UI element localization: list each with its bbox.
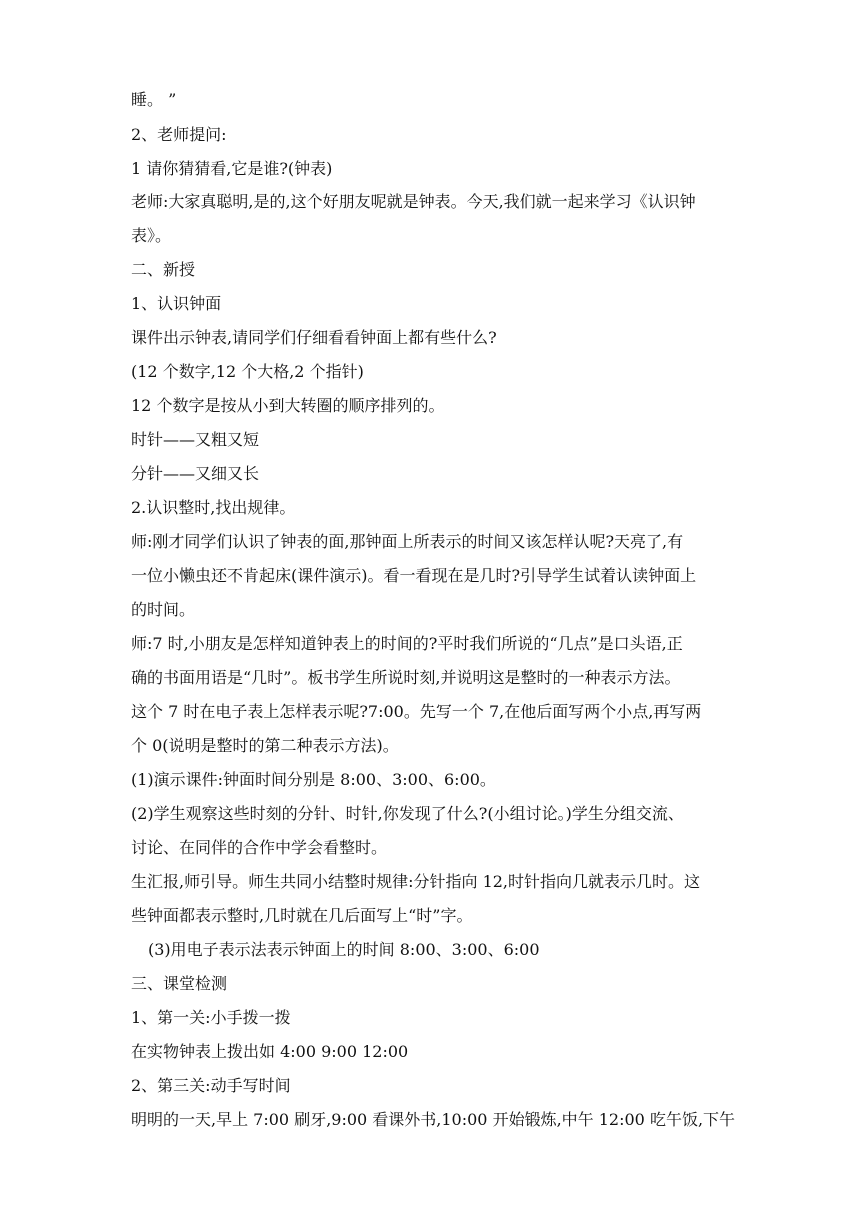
text-line: 明明的一天,早上 7:00 刷牙,9:00 看课外书,10:00 开始锻炼,中午 12:00 吃午饭,下午 — [131, 1110, 736, 1129]
text-line: (1)演示课件:钟面时间分别是 8:00、3:00、6:00。 — [131, 770, 496, 789]
text-line: (3)用电子表示法表示钟面上的时间 8:00、3:00、6:00 — [148, 940, 540, 959]
text-line: 些钟面都表示整时,几时就在几后面写上“时”字。 — [131, 906, 473, 925]
text-line: 老师:大家真聪明,是的,这个好朋友呢就是钟表。今天,我们就一起来学习《认识钟 — [131, 192, 696, 211]
text-line: 讨论、在同伴的合作中学会看整时。 — [131, 838, 388, 857]
text-line: 睡。 ” — [131, 90, 177, 109]
section-heading: 三、课堂检测 — [131, 974, 228, 993]
text-line: (2)学生观察这些时刻的分针、时针,你发现了什么?(小组讨论。)学生分组交流、 — [131, 804, 684, 823]
text-line: 12 个数字是按从小到大转圈的顺序排列的。 — [131, 396, 445, 415]
text-line: 1、认识钟面 — [131, 294, 222, 313]
text-line: 表》。 — [131, 226, 172, 245]
text-line: 2、第三关:动手写时间 — [131, 1076, 291, 1095]
text-line: 1 请你猜猜看,它是谁?(钟表) — [131, 159, 333, 178]
text-line: 时针——又粗又短 — [131, 430, 260, 449]
text-line: 师:刚才同学们认识了钟表的面,那钟面上所表示的时间又该怎样认呢?天亮了,有 — [131, 532, 684, 551]
text-line: 一位小懒虫还不肯起床(课件演示)。看一看现在是几时?引导学生试着认读钟面上 — [131, 566, 697, 585]
text-line: 2.认识整时,找出规律。 — [131, 498, 296, 517]
text-line: 分针——又细又长 — [131, 464, 260, 483]
text-line: 的时间。 — [131, 600, 196, 619]
text-line: 生汇报,师引导。师生共同小结整时规律:分针指向 12,时针指向几就表示几时。这 — [131, 872, 701, 891]
text-line: 师:7 时,小朋友是怎样知道钟表上的时间的?平时我们所说的“几点”是口头语,正 — [131, 634, 683, 653]
section-heading: 二、新授 — [131, 260, 196, 279]
text-line: 1、第一关:小手拨一拨 — [131, 1008, 291, 1027]
text-line: 在实物钟表上拨出如 4:00 9:00 12:00 — [131, 1042, 409, 1061]
text-line: 2、老师提问: — [131, 125, 227, 144]
text-line: 这个 7 时在电子表上怎样表示呢?7:00。先写一个 7,在他后面写两个小点,再写两 — [131, 702, 702, 721]
text-line: 确的书面用语是“几时”。板书学生所说时刻,并说明这是整时的一种表示方法。 — [131, 668, 681, 687]
text-line: (12 个数字,12 个大格,2 个指针) — [131, 362, 364, 381]
text-line: 课件出示钟表,请同学们仔细看看钟面上都有些什么? — [131, 328, 497, 347]
text-line: 个 0(说明是整时的第二种表示方法)。 — [131, 736, 399, 755]
